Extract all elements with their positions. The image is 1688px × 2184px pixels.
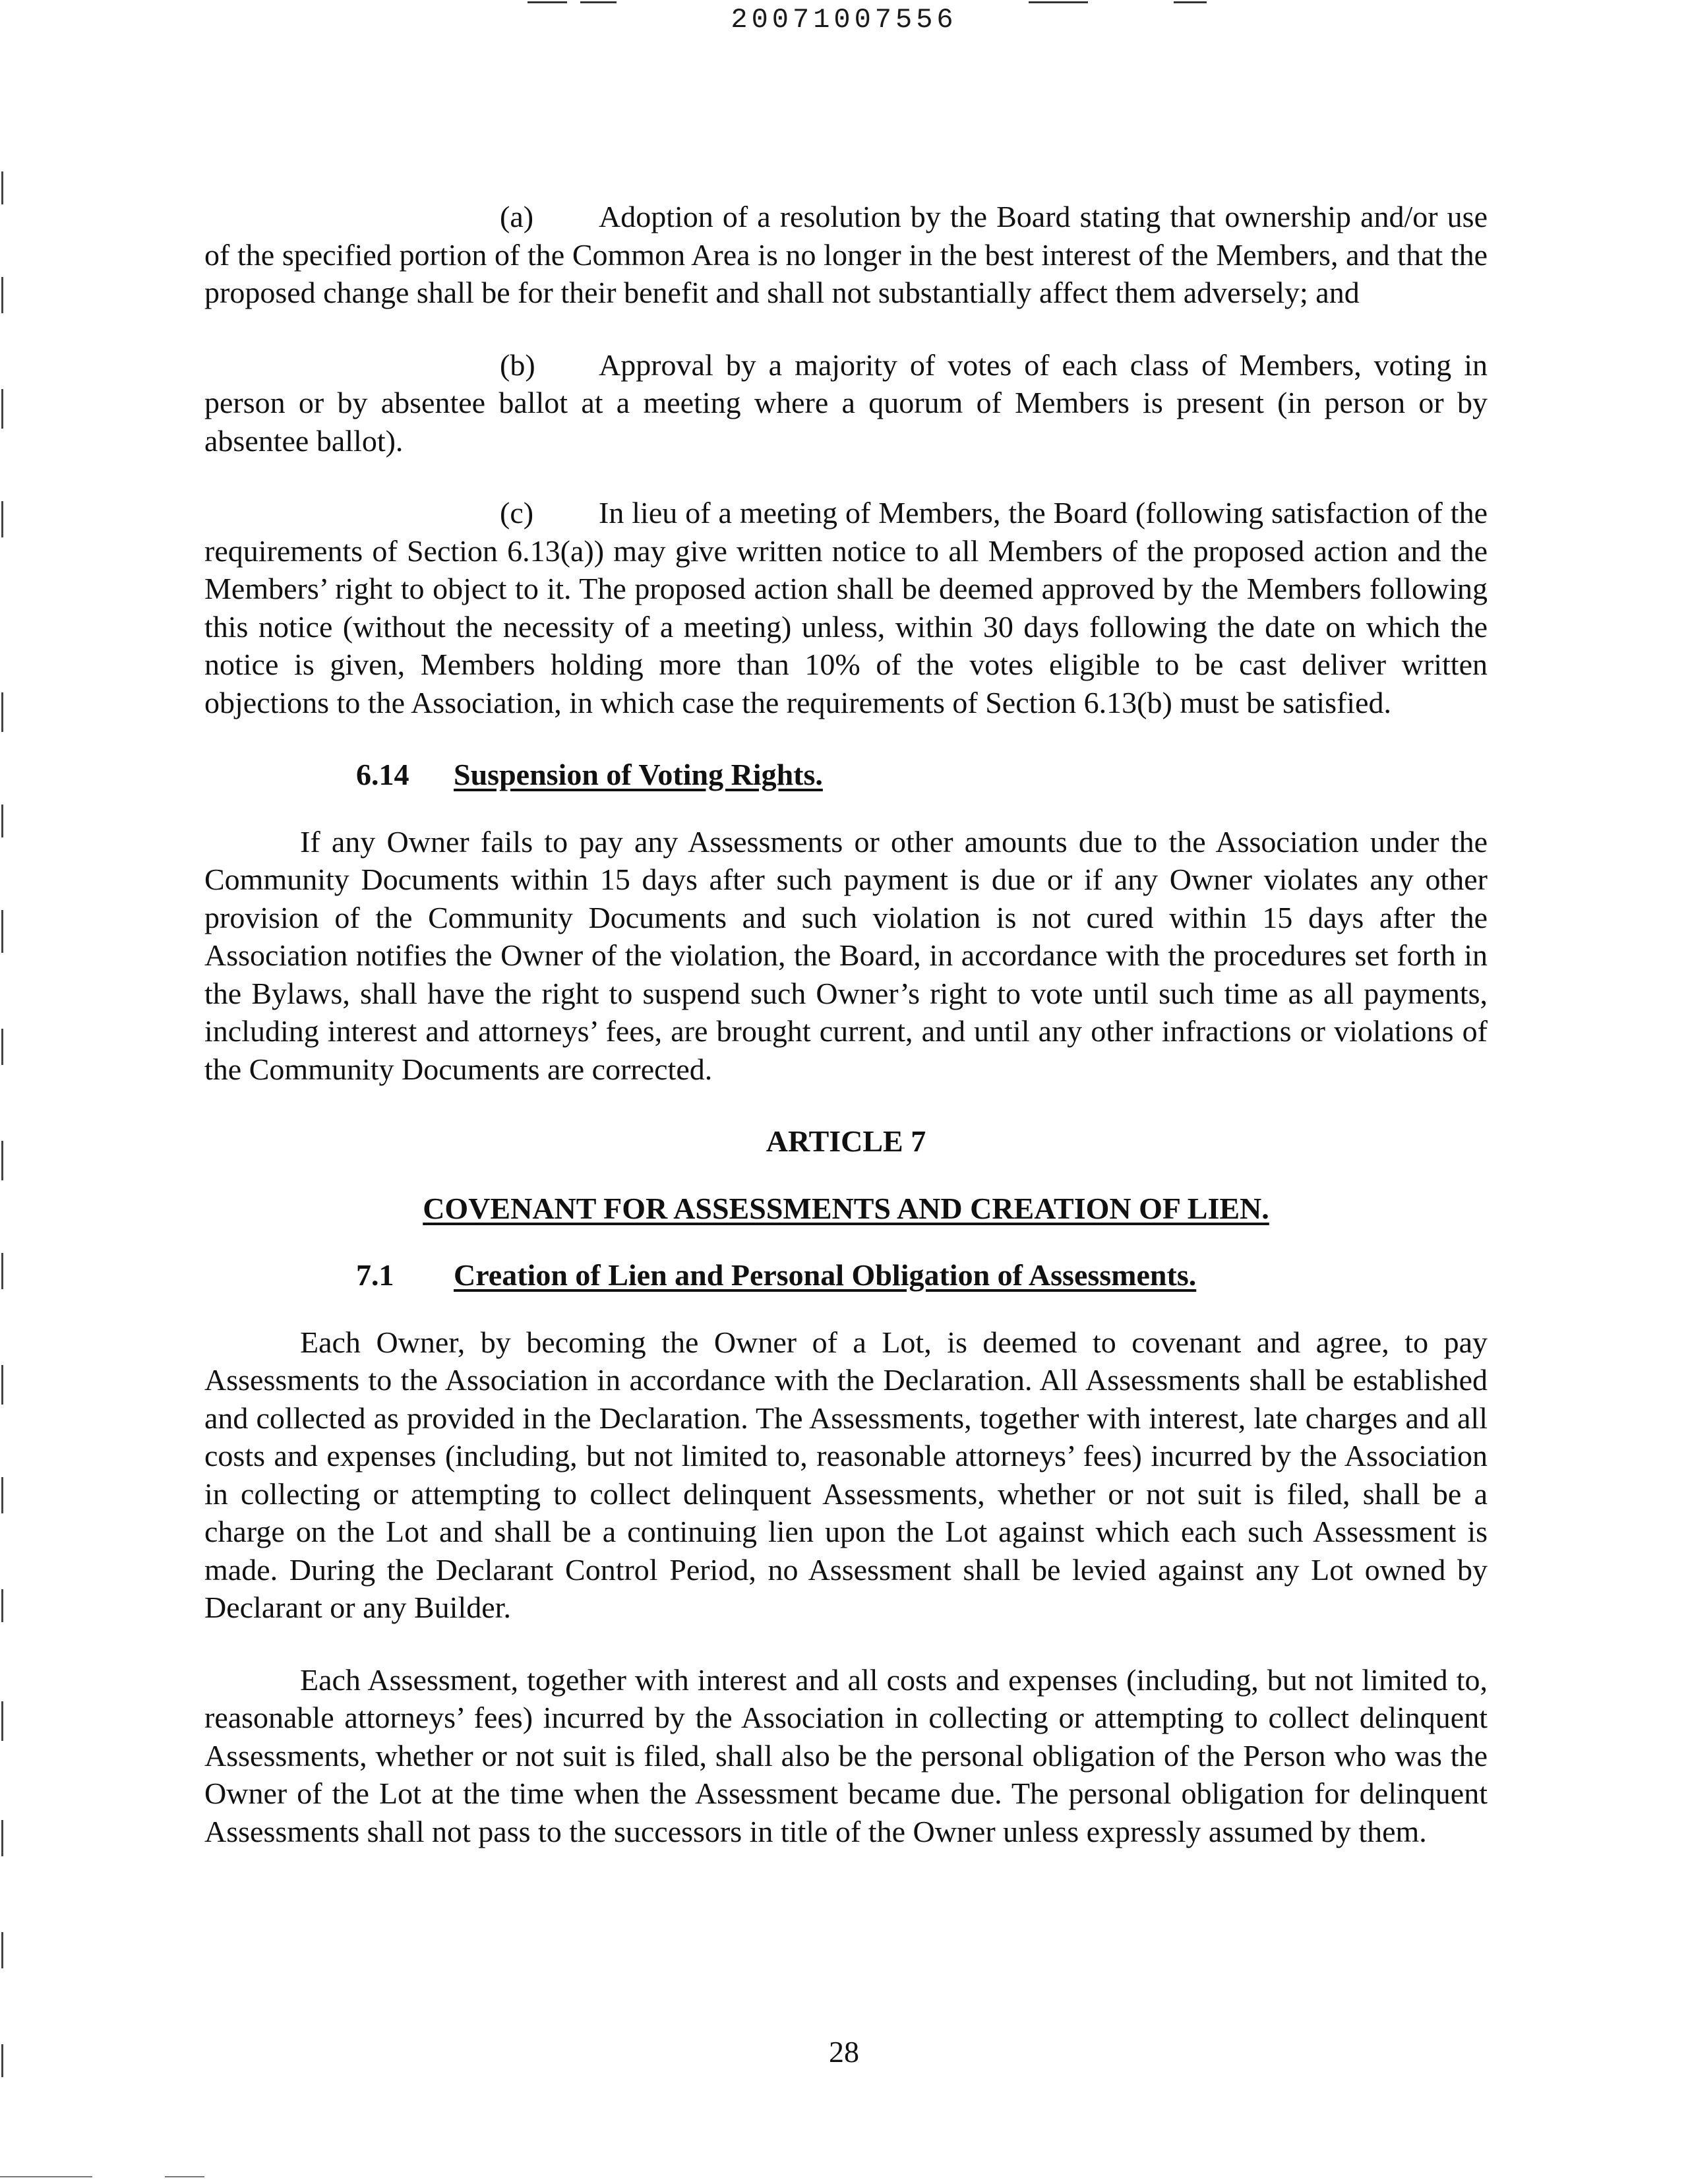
section-title: Suspension of Voting Rights.: [454, 758, 823, 791]
page-number: 28: [829, 2035, 859, 2069]
clause-label: (c): [500, 496, 534, 530]
clause-6-13-b: [204, 346, 1488, 460]
section-number: 7.1: [356, 1258, 394, 1292]
article-heading: ARTICLE 7: [766, 1124, 926, 1158]
scan-bottom-rule-2: [165, 2176, 204, 2177]
section-number: 6.14: [356, 758, 409, 791]
section-7-1-paragraph-2: Each Assessment, together with interest and all costs and expenses (including, but not limited to, reasonable attorneys’ fees) incurred by the Association in collecting or attempting to collect delinquent Assessments, whether or not suit is filed, shall also be the personal obligation of the Person who was the Owner of the Lot at the time when the Assessment became due. The personal obligation for delinquent Assessments shall not pass to the successors in title of the Owner unless expressly assumed by them.: [204, 1662, 1488, 1848]
clause-label: (b): [500, 348, 535, 382]
section-heading-6-14: [356, 756, 1488, 794]
section-7-1-paragraph-1: Each Owner, by becoming the Owner of a Lot, is deemed to covenant and agree, to pay Assessments to the Association in accordance with the Declaration. All Assessments shall be established and collected as provided in the Declaration. The Assessments, together with interest, late charges and all costs and expenses (including, but not limited to, reasonable attorneys’ fees) incurred by the Association in collecting or attempting to collect delinquent Assessments, whether or not suit is filed, shall be a charge on the Lot and shall be a continuing lien upon the Lot against which each such Assessment is made. During the Declarant Control Period, no Assessment shall be levied against any Lot owned by Declarant or any Builder.: [204, 1325, 1488, 1624]
section-heading-7-1: [356, 1256, 1488, 1294]
clause-label: (a): [500, 200, 534, 233]
section-title: Creation of Lien and Personal Obligation of Assessments.: [454, 1258, 1197, 1292]
clause-6-13-a: [204, 198, 1488, 312]
scan-bottom-rule: [0, 2176, 92, 2177]
article-title-text: COVENANT FOR ASSESSMENTS AND CREATION OF LIEN.: [423, 1191, 1269, 1225]
clause-text: In lieu of a meeting of Members, the Board (following satisfaction of the requirements of Section 6.13(a)) may give written notice to all Members of the proposed action and the Members’ right to object to it. The proposed action shall be deemed approved by the Members following this notice (without the necessity of a meeting) unless, within 30 days following the date on which the notice is given, Members holding more than 10% of the votes eligible to be cast deliver written objections to the Association, in which case the requirements of Section 6.13(b) must be satisfied.: [204, 496, 1488, 719]
clause-6-13-c: [204, 494, 1488, 721]
article-title: [204, 1190, 1488, 1228]
section-6-14-paragraph: If any Owner fails to pay any Assessments or other amounts due to the Association under the Community Documents within 15 days after such payment is due or if any Owner violates any other provision of the Community Documents and such violation is not cured within 15 days after the Association notifies the Owner of the violation, the Board, in accordance with the procedures set forth in the Bylaws, shall have the right to suspend such Owner’s right to vote until such time as all payments, including interest and attorneys’ fees, are brought current, and until any other infractions or violations of the Community Documents are corrected.: [204, 824, 1488, 1086]
document-body: [204, 198, 1488, 1850]
document-number: 20071007556: [731, 4, 957, 36]
clause-text: Approval by a majority of votes of each class of Members, voting in person or by absentee ballot at a meeting where a quorum of Members is present (in person or by absentee ballot).: [204, 348, 1488, 458]
clause-text: Adoption of a resolution by the Board stating that ownership and/or use of the specified portion of the Common Area is no longer in the best interest of the Members, and that the proposed change shall be for their benefit and shall not substantially affect them adversely; and: [204, 200, 1488, 309]
